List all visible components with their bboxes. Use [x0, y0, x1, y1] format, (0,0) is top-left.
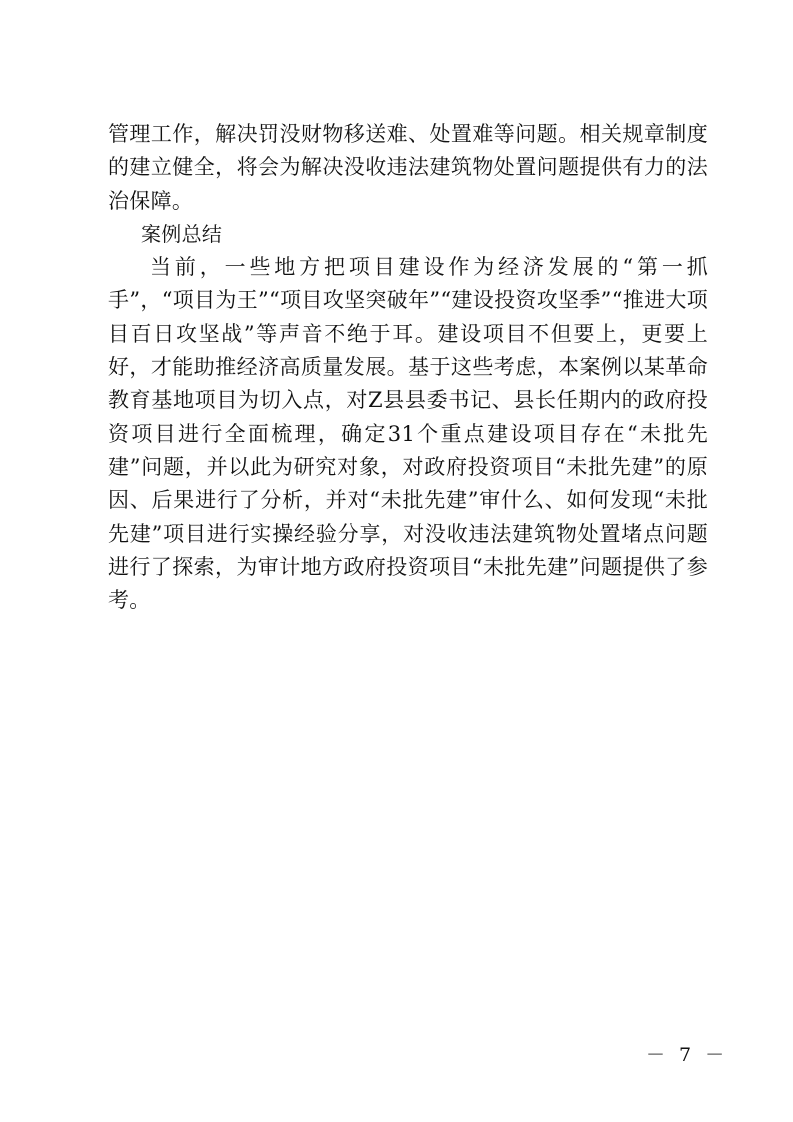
page-number: － 7 －	[646, 1044, 729, 1066]
continuation-paragraph: 管理工作，解决罚没财物移送难、处置难等问题。相关规章制度的建立健全，将会为解决没收违法建筑物处置问题提供有力的法治保障。	[108, 122, 708, 213]
body-text	[108, 118, 708, 617]
section-heading: 案例总结	[141, 221, 223, 246]
summary-paragraph: 当前，一些地方把项目建设作为经济发展的“第一抓手”，“项目为王”“项目攻坚突破年”“建设投资攻坚季”“推进大项目百日攻坚战”等声音不绝于耳。建设项目不但要上，更要上好，才能助推经济高质量发展。基于这些考虑，本案例以某革命教育基地项目为切入点，对Z县县委书记、县长任期内的政府投资项目进行全面梳理，确定31个重点建设项目存在“未批先建”问题，并以此为研究对象，对政府投资项目“未批先建”的原因、后果进行了分析，并对“未批先建”审什么、如何发现“未批先建”项目进行实操经验分享，对没收违法建筑物处置堵点问题进行了探索，为审计地方政府投资项目“未批先建”问题提供了参考。	[108, 255, 708, 613]
